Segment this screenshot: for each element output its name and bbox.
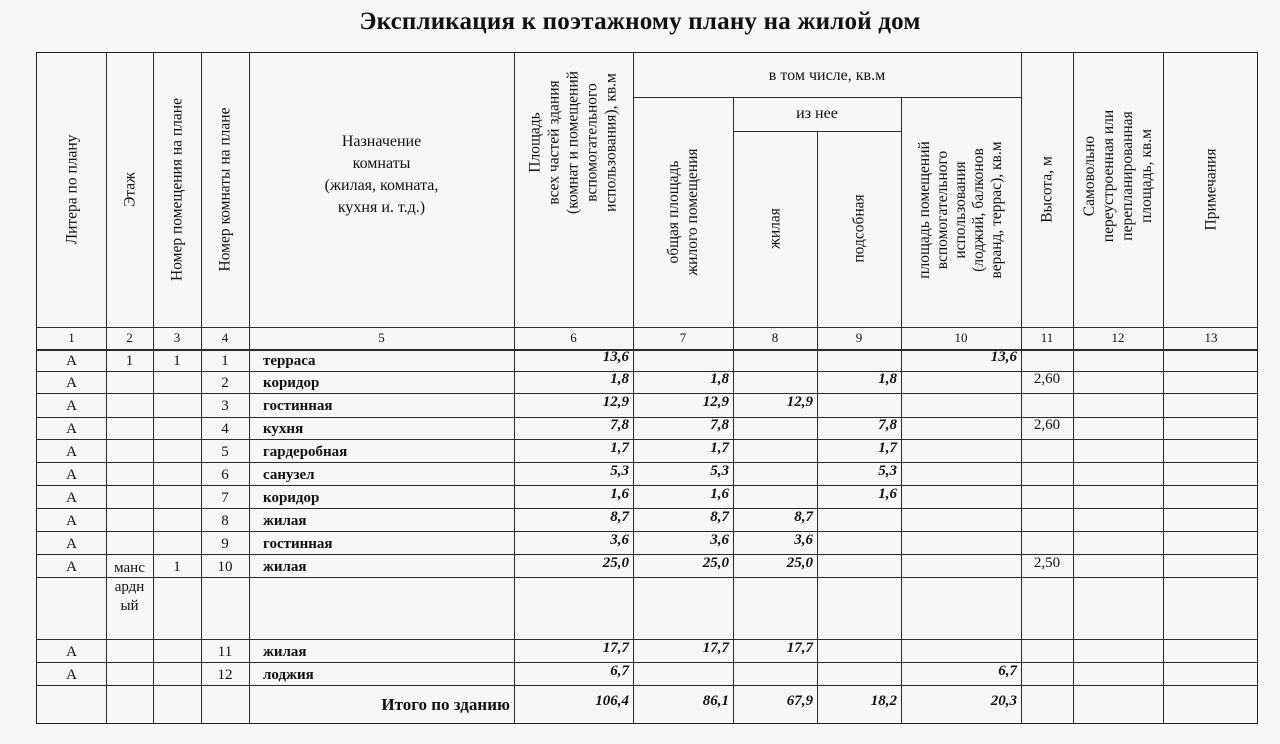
header-purpose: Назначение комнаты (жилая, комната, кухня и. т.д.) [324, 133, 439, 216]
room-cell: 4 [221, 421, 229, 437]
common-area-cell: 1,8 [710, 371, 729, 387]
totals-living: 67,9 [786, 693, 813, 709]
total-area-cell: 25,0 [602, 555, 629, 571]
header-room-number: Номер комнаты на плане [216, 107, 234, 272]
col-number: 7 [679, 330, 687, 345]
litera-cell: А [66, 513, 77, 529]
room-cell: 9 [221, 536, 229, 552]
living-cell: 3,6 [794, 532, 813, 548]
header-aux-use-area: площадь помещений вспомогательного использования (лоджий, балконов веранд, террас), кв.м [916, 141, 1005, 279]
totals-aux-use: 20,3 [990, 693, 1017, 709]
floor-cell: 1 [125, 353, 134, 369]
premise-cell: 1 [173, 353, 181, 369]
auxiliary-cell: 1,6 [878, 486, 897, 502]
total-area-cell: 3,6 [610, 532, 629, 548]
common-area-cell: 1,7 [710, 440, 729, 456]
header-litera: Литера по плану [63, 134, 81, 245]
room-cell: 5 [221, 444, 229, 460]
common-area-cell: 17,7 [702, 640, 729, 656]
litera-cell: А [66, 490, 77, 506]
height-cell: 2,60 [1033, 417, 1061, 433]
floor-cell: манс ардн ый [114, 560, 145, 614]
total-area-cell: 12,9 [602, 394, 629, 410]
total-area-cell: 8,7 [610, 509, 629, 525]
litera-cell: А [66, 667, 77, 683]
col-number: 4 [221, 330, 229, 345]
col-number: 2 [126, 330, 133, 345]
purpose-cell: лоджия [263, 667, 314, 683]
common-area-cell: 7,8 [710, 417, 729, 433]
col-number: 12 [1111, 330, 1125, 345]
common-area-cell: 25,0 [702, 555, 729, 571]
col-number: 10 [954, 330, 968, 345]
purpose-cell: коридор [263, 490, 320, 506]
header-unauthorized: Самовольно переустроенная или перепланированная площадь, кв.м [1081, 109, 1155, 243]
header-common-area: общая площадь жилого помещения [665, 148, 701, 276]
col-number: 3 [173, 330, 181, 345]
room-cell: 10 [217, 559, 233, 575]
header-total-area: Площадь всех частей здания (комнат и помещений вспомогательного использования), кв.м [526, 71, 620, 214]
header-premise-number: Номер помещения на плане [168, 98, 186, 281]
common-area-cell: 1,6 [710, 486, 729, 502]
height-cell: 2,60 [1033, 371, 1061, 387]
common-area-cell: 5,3 [710, 463, 729, 479]
totals-label: Итого по зданию [381, 695, 510, 714]
col-number: 9 [855, 330, 863, 345]
auxiliary-cell: 7,8 [878, 417, 897, 433]
purpose-cell: жилая [263, 559, 307, 575]
purpose-cell: гостинная [263, 398, 333, 414]
room-cell: 12 [217, 667, 233, 683]
room-cell: 3 [221, 398, 229, 414]
totals-common-area: 86,1 [702, 693, 729, 709]
header-subgroup: из нее [796, 105, 838, 122]
purpose-cell: гостинная [263, 536, 333, 552]
col-number: 1 [68, 330, 75, 345]
total-area-cell: 5,3 [610, 463, 629, 479]
header-floor: Этаж [121, 172, 139, 207]
living-cell: 25,0 [786, 555, 813, 571]
col-number: 5 [378, 330, 385, 345]
totals-auxiliary: 18,2 [870, 693, 897, 709]
total-area-cell: 17,7 [602, 640, 629, 656]
living-cell: 8,7 [794, 509, 813, 525]
aux-use-cell: 13,6 [990, 349, 1017, 365]
col-number: 11 [1040, 330, 1054, 345]
auxiliary-cell: 1,8 [878, 371, 897, 387]
col-number: 13 [1204, 330, 1218, 345]
premise-cell: 1 [173, 559, 181, 575]
living-cell: 17,7 [786, 640, 813, 656]
room-cell: 1 [221, 353, 229, 369]
litera-cell: А [66, 444, 77, 460]
common-area-cell: 8,7 [710, 509, 729, 525]
purpose-cell: кухня [263, 421, 304, 437]
litera-cell: А [66, 375, 77, 391]
living-cell: 12,9 [786, 394, 813, 410]
total-area-cell: 1,7 [610, 440, 629, 456]
totals-total-area: 106,4 [595, 693, 629, 709]
common-area-cell: 12,9 [702, 394, 729, 410]
purpose-cell: терраса [263, 353, 316, 369]
header-including-group: в том числе, кв.м [768, 67, 886, 84]
litera-cell: А [66, 559, 77, 575]
litera-cell: А [66, 421, 77, 437]
aux-use-cell: 6,7 [998, 663, 1017, 679]
auxiliary-cell: 1,7 [878, 440, 897, 456]
purpose-cell: жилая [263, 644, 307, 660]
total-area-cell: 13,6 [602, 349, 629, 365]
total-area-cell: 1,8 [610, 371, 629, 387]
purpose-cell: жилая [263, 513, 307, 529]
purpose-cell: коридор [263, 375, 320, 391]
header-auxiliary: подсобная [850, 194, 868, 263]
total-area-cell: 7,8 [610, 417, 629, 433]
litera-cell: А [66, 644, 77, 660]
room-cell: 11 [217, 644, 233, 660]
auxiliary-cell: 5,3 [878, 463, 897, 479]
litera-cell: А [66, 353, 77, 369]
total-area-cell: 1,6 [610, 486, 629, 502]
litera-cell: А [66, 398, 77, 414]
room-cell: 8 [221, 513, 229, 529]
header-notes: Примечания [1202, 148, 1220, 231]
litera-cell: А [66, 467, 77, 483]
header-height: Высота, м [1038, 156, 1056, 223]
common-area-cell: 3,6 [710, 532, 729, 548]
room-cell: 6 [221, 467, 229, 483]
col-number: 6 [570, 330, 577, 345]
purpose-cell: гардеробная [263, 444, 348, 460]
room-cell: 7 [221, 490, 229, 506]
height-cell: 2,50 [1033, 555, 1061, 571]
col-number: 8 [771, 330, 779, 345]
purpose-cell: санузел [263, 467, 315, 483]
total-area-cell: 6,7 [610, 663, 629, 679]
header-living: жилая [766, 208, 784, 249]
explication-table [36, 52, 1258, 724]
room-cell: 2 [221, 375, 229, 391]
page-title: Экспликация к поэтажному плану на жилой дом [359, 8, 921, 35]
litera-cell: А [66, 536, 77, 552]
